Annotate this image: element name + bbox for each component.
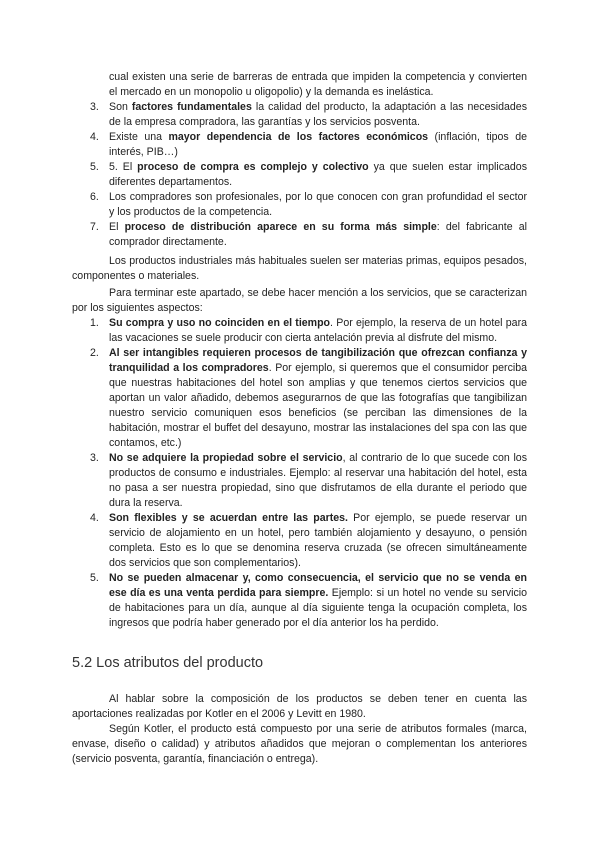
list-text: ya que suelen estar implicados diferentes departamentos. xyxy=(109,161,527,188)
list-text: la calidad del producto, la adaptación a las necesidades de la empresa compradora, las garantías y los servicios posventa. xyxy=(109,101,527,128)
list-bold-text: proceso de distribución aparece en su forma más simple xyxy=(124,221,437,233)
list-number: 3. xyxy=(90,452,99,464)
list-text: 5. El xyxy=(109,161,138,173)
list-item xyxy=(72,571,527,631)
list-item xyxy=(72,190,527,220)
section-heading: 5.2 Los atributos del producto xyxy=(72,655,264,671)
list-text: Ejemplo: si un hotel no vende su servicio de habitaciones para un día, aunque al día siguiente tenga la ocupación completa, los ingresos que podría haber generado por el día anterior los ha perdido. xyxy=(109,587,527,629)
list-item xyxy=(72,130,527,160)
list-bold-text: Al ser intangibles requieren procesos de tangibilización que ofrezcan confianza y tranquilidad a los compradores xyxy=(109,347,527,374)
list-bold-text: proceso de compra es complejo y colectivo xyxy=(137,161,369,173)
list-number: 3. xyxy=(90,101,99,113)
kotler-paragraph: Según Kotler, el producto está compuesto por una serie de atributos formales (marca, envase, diseño o calidad) y atributos añadidos que mejoran o complementan los anteriores (servicio posventa, garantía, financiación o entrega). xyxy=(72,723,527,765)
list-text: . Por ejemplo, si queremos que el consumidor perciba que nuestras habitaciones del hotel son amplias y que tenemos ciertos servicios que aportan un valor añadido, debemos asegurarnos de que las fotografías que tangibilizan nuestro servicio comuniquen esos beneficios (se perciban las dimensiones de la habitación, mostrar el buffet del desayuno, mostrar las instalaciones del spa con las que contamos, etc.) xyxy=(109,362,528,449)
list-text: , al contrario de lo que sucede con los productos de consumo e industriales. Ejemplo: al reservar una habitación del hotel, esta no pasa a ser nuestra propiedad, sino que disfrutamos de ella durante el periodo que dura la reserva. xyxy=(109,452,527,509)
list-text: Existe una xyxy=(109,131,169,143)
list-number: 4. xyxy=(90,131,99,143)
list-number: 7. xyxy=(90,221,99,233)
list-item xyxy=(72,346,527,451)
kotler-intro-paragraph: Al hablar sobre la composición de los productos se deben tener en cuenta las aportaciones realizadas por Kotler en el 2006 y Levitt en 1980. xyxy=(72,693,527,720)
list-text: . Por ejemplo, la reserva de un hotel para las vacaciones se suele producir con cierta antelación previa al disfrute del mismo. xyxy=(109,317,527,344)
list-text: : del fabricante al comprador directamente. xyxy=(109,221,527,248)
list-number: 1. xyxy=(90,317,99,329)
market-characteristics-list xyxy=(72,100,527,250)
list-text: Por ejemplo, se puede reservar un servicio de alojamiento en un hotel, pero también alojamiento y desayuno, o pensión completa. Esto es lo que se denomina reserva cruzada (se ofrecen simultáneamente dos servicios que son complementarios). xyxy=(109,512,527,569)
list-text: Son xyxy=(109,101,132,113)
list-item xyxy=(72,160,527,190)
list-number: 5. xyxy=(90,161,99,173)
list-bold-text: No se pueden almacenar y, como consecuencia, el servicio que no se venda en ese día es una venta perdida para siempre. xyxy=(109,572,527,599)
list-continuation: cual existen una serie de barreras de entrada que impiden la competencia y convierten el mercado en un monopolio u oligopolio) y la demanda es inelástica. xyxy=(109,71,527,98)
list-text: El xyxy=(109,221,125,233)
list-item xyxy=(72,220,527,250)
list-item xyxy=(72,511,527,571)
list-bold-text: Su compra y uso no coinciden en el tiempo xyxy=(109,317,331,329)
list-number: 5. xyxy=(90,572,99,584)
list-item xyxy=(72,100,527,130)
list-item xyxy=(72,316,527,346)
list-bold-text: mayor dependencia de los factores económicos xyxy=(168,131,429,143)
list-number: 6. xyxy=(90,191,99,203)
list-number: 2. xyxy=(90,347,99,359)
industrial-products-paragraph: Los productos industriales más habituales suelen ser materias primas, equipos pesados, componentes o materiales. xyxy=(72,255,527,282)
list-text: Los compradores son profesionales, por lo que conocen con gran profundidad el sector y los productos de la competencia. xyxy=(109,191,527,218)
services-intro-paragraph: Para terminar este apartado, se debe hacer mención a los servicios, que se caracterizan por los siguientes aspectos: xyxy=(72,287,527,314)
list-item xyxy=(72,451,527,511)
list-bold-text: factores fundamentales xyxy=(131,101,252,113)
list-bold-text: Son flexibles y se acuerdan entre las partes. xyxy=(109,512,348,524)
services-characteristics-list xyxy=(72,316,527,631)
list-bold-text: No se adquiere la propiedad sobre el servicio xyxy=(109,452,343,464)
list-number: 4. xyxy=(90,512,99,524)
list-text: (inflación, tipos de interés, PIB…) xyxy=(109,131,527,158)
